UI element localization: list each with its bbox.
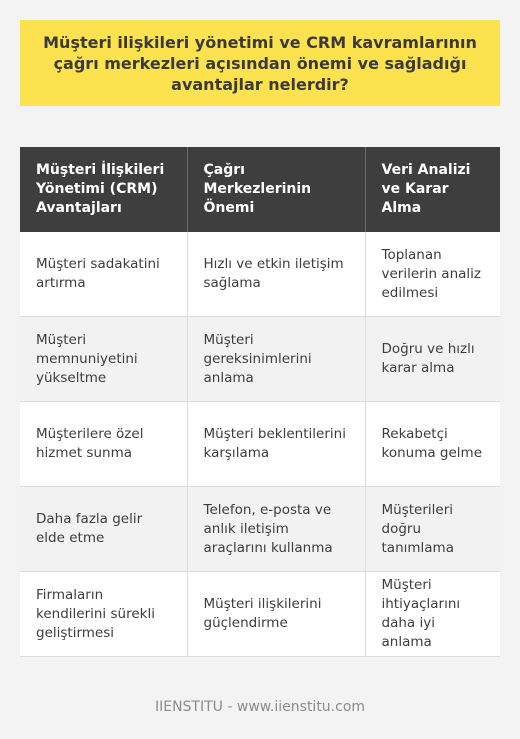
column-header: Çağrı Merkezlerinin Önemi <box>187 147 365 232</box>
table-cell: Müşteri memnuniyetini yükseltme <box>20 317 187 402</box>
comparison-table <box>20 147 500 657</box>
table-header-row <box>20 147 500 232</box>
page-title: Müşteri ilişkileri yönetimi ve CRM kavramlarının çağrı merkezleri açısından önemi ve sağladığı avantajlar nelerdir? <box>43 32 477 94</box>
table-row <box>20 317 500 402</box>
table-cell: Doğru ve hızlı karar alma <box>365 317 500 402</box>
table-cell: Toplanan verilerin analiz edilmesi <box>365 232 500 317</box>
table-cell: Müşteri gereksinimlerini anlama <box>187 317 365 402</box>
table-cell: Telefon, e-posta ve anlık iletişim araçlarını kullanma <box>187 487 365 572</box>
table-cell: Müşteri ihtiyaçlarını daha iyi anlama <box>365 572 500 657</box>
table-cell: Müşteri sadakatini artırma <box>20 232 187 317</box>
column-header: Müşteri İlişkileri Yönetimi (CRM) Avantajları <box>20 147 187 232</box>
table-cell: Rekabetçi konuma gelme <box>365 402 500 487</box>
table-cell: Müşteri beklentilerini karşılama <box>187 402 365 487</box>
table-row <box>20 572 500 657</box>
table-cell: Hızlı ve etkin iletişim sağlama <box>187 232 365 317</box>
table-cell: Daha fazla gelir elde etme <box>20 487 187 572</box>
title-banner <box>20 20 500 106</box>
footer-credit: IIENSTITU - www.iienstitu.com <box>154 699 366 715</box>
column-header: Veri Analizi ve Karar Alma <box>365 147 500 232</box>
table-cell: Müşterileri doğru tanımlama <box>365 487 500 572</box>
table-row <box>20 402 500 487</box>
table-cell: Firmaların kendilerini sürekli geliştirmesi <box>20 572 187 657</box>
table-cell: Müşteri ilişkilerini güçlendirme <box>187 572 365 657</box>
table-cell: Müşterilere özel hizmet sunma <box>20 402 187 487</box>
table-row <box>20 232 500 317</box>
table-row <box>20 487 500 572</box>
